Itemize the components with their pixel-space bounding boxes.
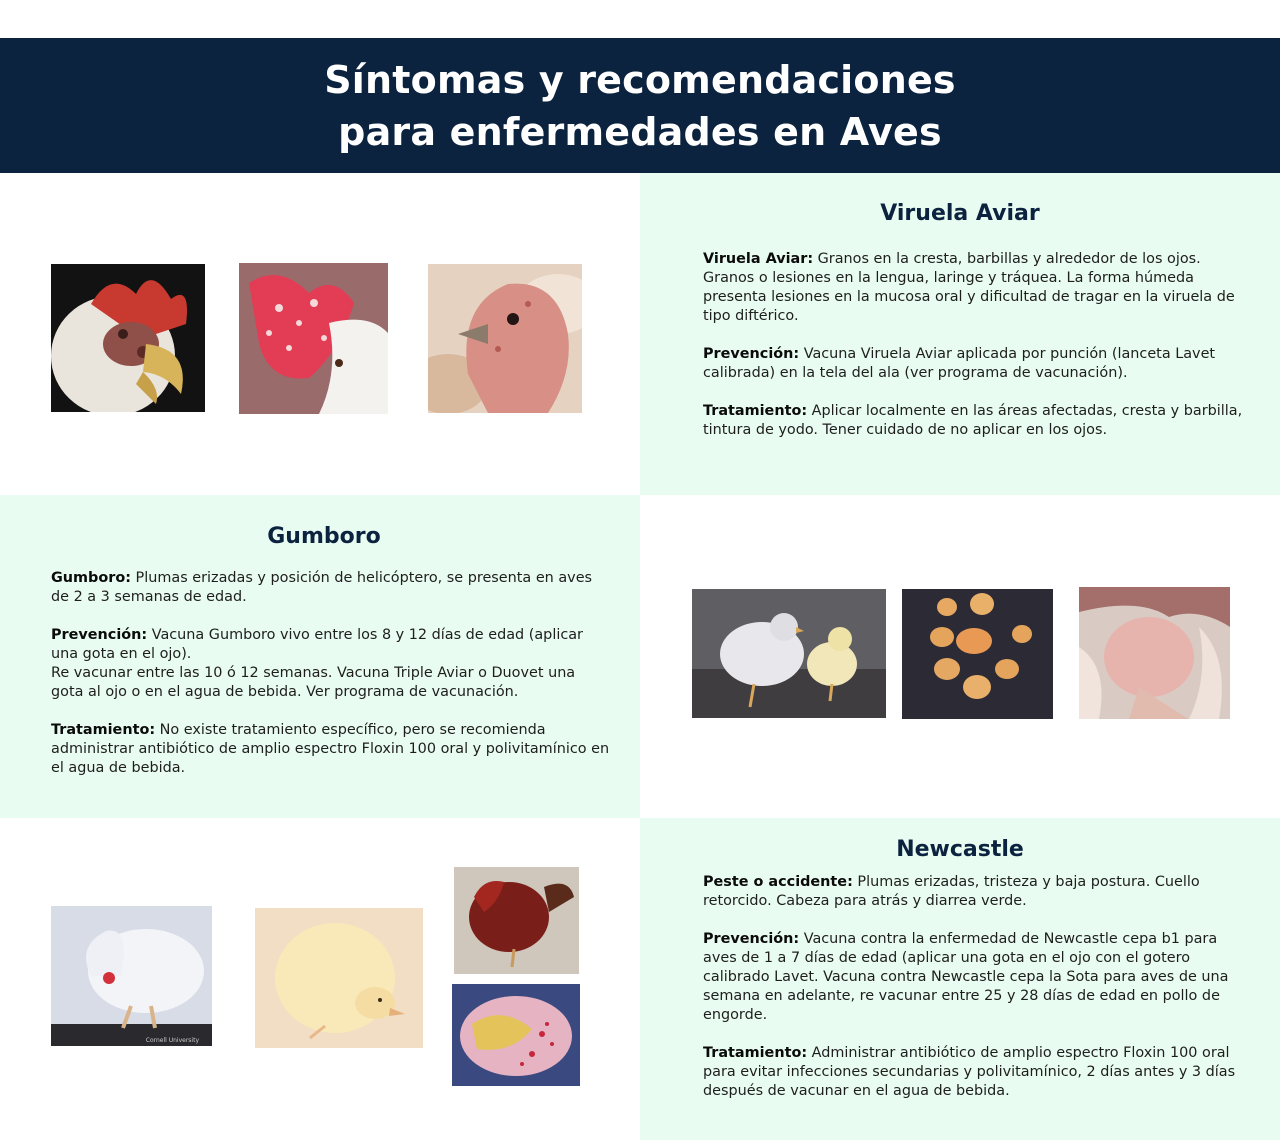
page-header — [0, 38, 1280, 173]
photo-credit: Cornell University — [145, 1037, 199, 1044]
viruela-text — [703, 250, 1248, 459]
gumboro-photos — [640, 495, 1280, 818]
gumboro-title: Gumboro — [267, 524, 381, 549]
gumboro-prevention: Prevención: Vacuna Gumboro vivo entre los 8 y 12 días de edad (aplicar una gota en el ojo). Re vacunar entre las 10 ó 12 semanas. Vacuna Triple Aviar o Duovet una gota al ojo o en el agua de bebida. Ver programa de vacunación. — [51, 627, 583, 700]
newcastle-treatment: Tratamiento: Administrar antibiótico de amplio espectro Floxin 100 oral para evitar infecciones secundarias y polivitamínico, 2 días antes y 3 días después de vacunar en el agua de bebida. — [703, 1045, 1236, 1099]
gumboro-text — [51, 569, 611, 797]
viruela-title: Viruela Aviar — [880, 201, 1040, 226]
gumboro-photo-chicks — [692, 589, 886, 718]
viruela-photo-comb — [239, 263, 388, 414]
viruela-prevention: Prevención: Vacuna Viruela Aviar aplicada por punción (lanceta Lavet calibrada) en la tela del ala (ver programa de vacunación). — [703, 346, 1216, 381]
page-title-line1: Síntomas y recomendaciones — [324, 57, 956, 102]
newcastle-symptoms: Peste o accidente: Plumas erizadas, tristeza y baja postura. Cuello retorcido. Cabeza para atrás y diarrea verde. — [703, 874, 1200, 909]
gumboro-symptoms: Gumboro: Plumas erizadas y posición de helicóptero, se presenta en aves de 2 a 3 semanas de edad. — [51, 570, 593, 605]
viruela-photo-turkey — [428, 264, 582, 413]
gumboro-treatment: Tratamiento: No existe tratamiento específico, pero se recomienda administrar antibiótico de amplio espectro Floxin 100 oral y polivitamínico en el agua de bebida. — [51, 722, 610, 776]
viruela-symptoms: Viruela Aviar: Granos en la cresta, barbillas y alrededor de los ojos. Granos o lesiones en la lengua, laringe y tráquea. La forma húmeda presenta lesiones en la mucosa oral y dificultad de tragar en la viruela de tipo diftérico. — [703, 251, 1235, 324]
page-title-line2: para enfermedades en Aves — [338, 109, 942, 154]
newcastle-photo-hen — [454, 867, 579, 974]
newcastle-panel — [640, 818, 1280, 1140]
newcastle-photos — [0, 818, 640, 1140]
newcastle-photo-chick — [255, 908, 423, 1048]
newcastle-photo-twisted-neck — [51, 906, 212, 1046]
viruela-panel — [640, 173, 1280, 495]
newcastle-text — [703, 873, 1248, 1120]
newcastle-prevention: Prevención: Vacuna contra la enfermedad de Newcastle cepa b1 para aves de 1 a 7 días de edad (aplicar una gota en el ojo con el gotero calibrado Lavet. Vacuna contra Newcastle cepa la Sota para aves de una semana en adelante, re vacunar entre 25 y 28 días de edad en pollo de engorde. — [703, 931, 1229, 1023]
page-title — [0, 54, 1280, 158]
gumboro-photo-bursas — [902, 589, 1053, 719]
newcastle-title: Newcastle — [896, 837, 1024, 862]
viruela-photo-rooster — [51, 264, 205, 412]
newcastle-photo-organ — [452, 984, 580, 1086]
gumboro-panel — [0, 495, 640, 818]
viruela-treatment: Tratamiento: Aplicar localmente en las áreas afectadas, cresta y barbilla, tintura de yodo. Tener cuidado de no aplicar en los ojos. — [703, 403, 1243, 438]
viruela-photos — [0, 173, 640, 495]
gumboro-photo-bird — [1079, 587, 1230, 719]
